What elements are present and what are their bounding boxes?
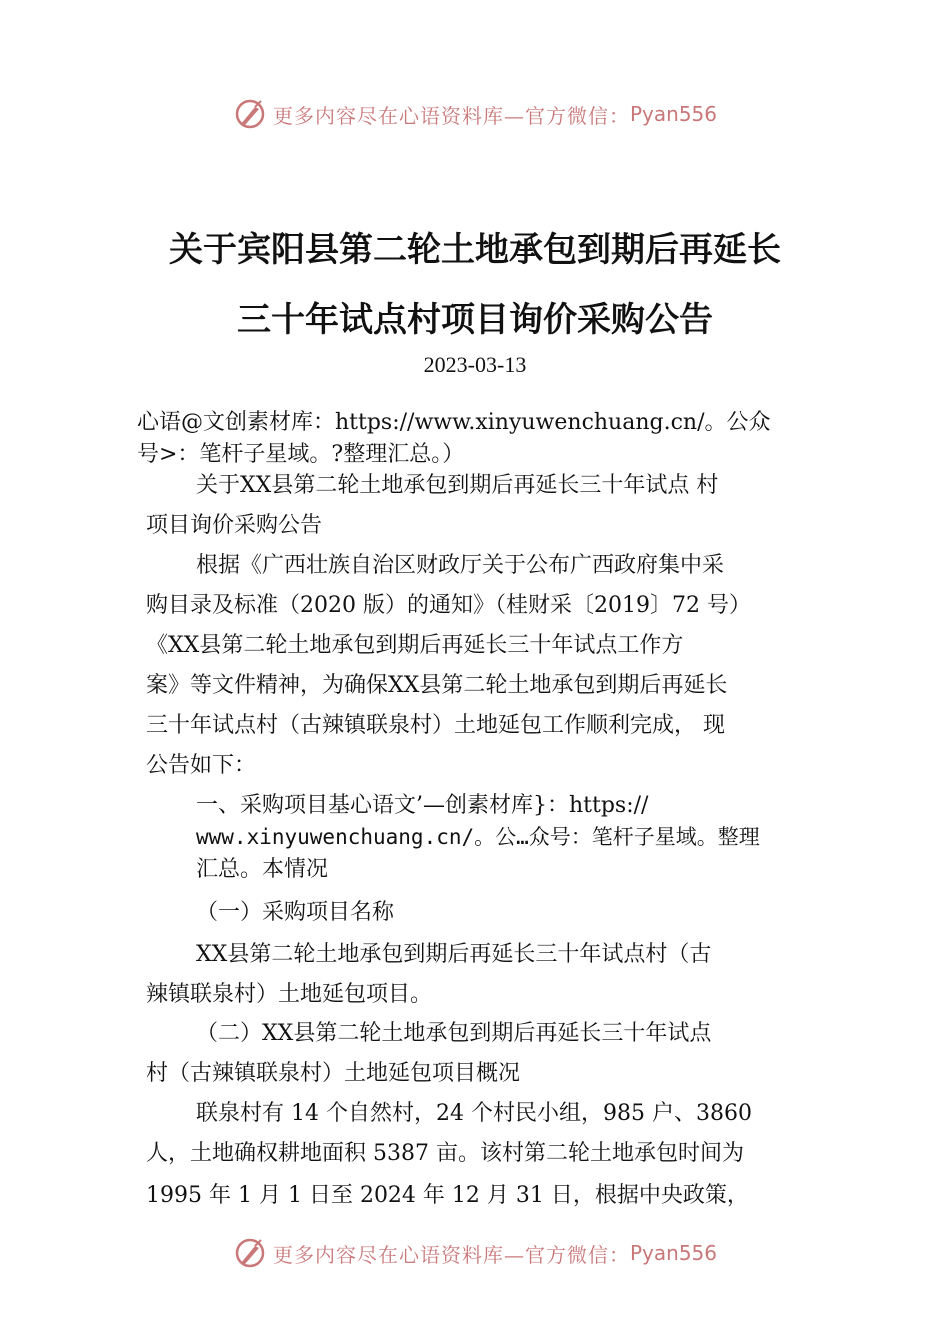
subsection-b-line-2: 村（古辣镇联泉村）土地延包项目概况 [146,1061,521,1086]
section-1-line-1: 一、采购项目基心语文’—创素材库}：https:// [196,793,649,818]
subsection-a-line-2: 辣镇联泉村）土地延包项目。 [146,982,433,1007]
paragraph-1-line-2: 项目询价采购公告 [146,513,323,538]
quill-logo-icon [233,97,267,131]
paragraph-2-line-6: 公告如下： [146,753,257,778]
section-1-line-3: 汇总。本情况 [196,857,329,882]
subsection-a-heading: （一）采购项目名称 [196,900,395,925]
paragraph-2-line-5: 三十年试点村（古辣镇联泉村）土地延包工作顺利完成， 现 [146,713,725,738]
quill-logo-icon [233,1236,267,1270]
watermark-banner-top [0,94,950,134]
source-line-1: 心语@文创素材库：https://www.xinyuwenchuang.cn/。公众 [137,410,771,435]
document-title-line-2: 三十年试点村项目询价采购公告 [237,300,713,340]
section-1-line-2: www.xinyuwenchuang.cn/。公…众号：笔杆子星域。整理 [196,825,760,849]
subsection-b-line-1: （二）XX县第二轮土地承包到期后再延长三十年试点 [196,1021,712,1046]
watermark-text: 更多内容尽在心语资料库—官方微信： [272,103,630,128]
subsection-a-line-1: XX县第二轮土地承包到期后再延长三十年试点村（古 [196,942,712,967]
document-title-line-1: 关于宾阳县第二轮土地承包到期后再延长 [169,230,781,270]
document-date: 2023-03-13 [423,352,527,377]
paragraph-3-line-1: 联泉村有 14 个自然村，24 个村民小组，985 户、3860 [196,1101,752,1126]
watermark-wechat-id: Pyan556 [629,102,717,126]
paragraph-1-line-1: 关于XX县第二轮土地承包到期后再延长三十年试点 村 [196,473,719,498]
watermark-banner-bottom [0,1233,950,1273]
paragraph-3-line-2: 人，土地确权耕地面积 5387 亩。该村第二轮土地承包时间为 [146,1141,744,1166]
watermark-wechat-id: Pyan556 [629,1241,717,1265]
paragraph-2-line-2: 购目录及标准（2020 版）的通知》（桂财采〔2019〕72 号） [146,593,751,618]
paragraph-3-line-3: 1995 年 1 月 1 日至 2024 年 12 月 31 日，根据中央政策， [146,1183,749,1208]
paragraph-2-line-3: 《XX县第二轮土地承包到期后再延长三十年试点工作方 [146,633,684,658]
paragraph-2-line-1: 根据《广西壮族自治区财政厅关于公布广西政府集中采 [196,553,725,578]
watermark-text: 更多内容尽在心语资料库—官方微信： [272,1242,630,1267]
source-line-2: 号>：笔杆子星域。?整理汇总。） [137,442,465,467]
paragraph-2-line-4: 案》等文件精神，为确保XX县第二轮土地承包到期后再延长 [146,673,728,698]
